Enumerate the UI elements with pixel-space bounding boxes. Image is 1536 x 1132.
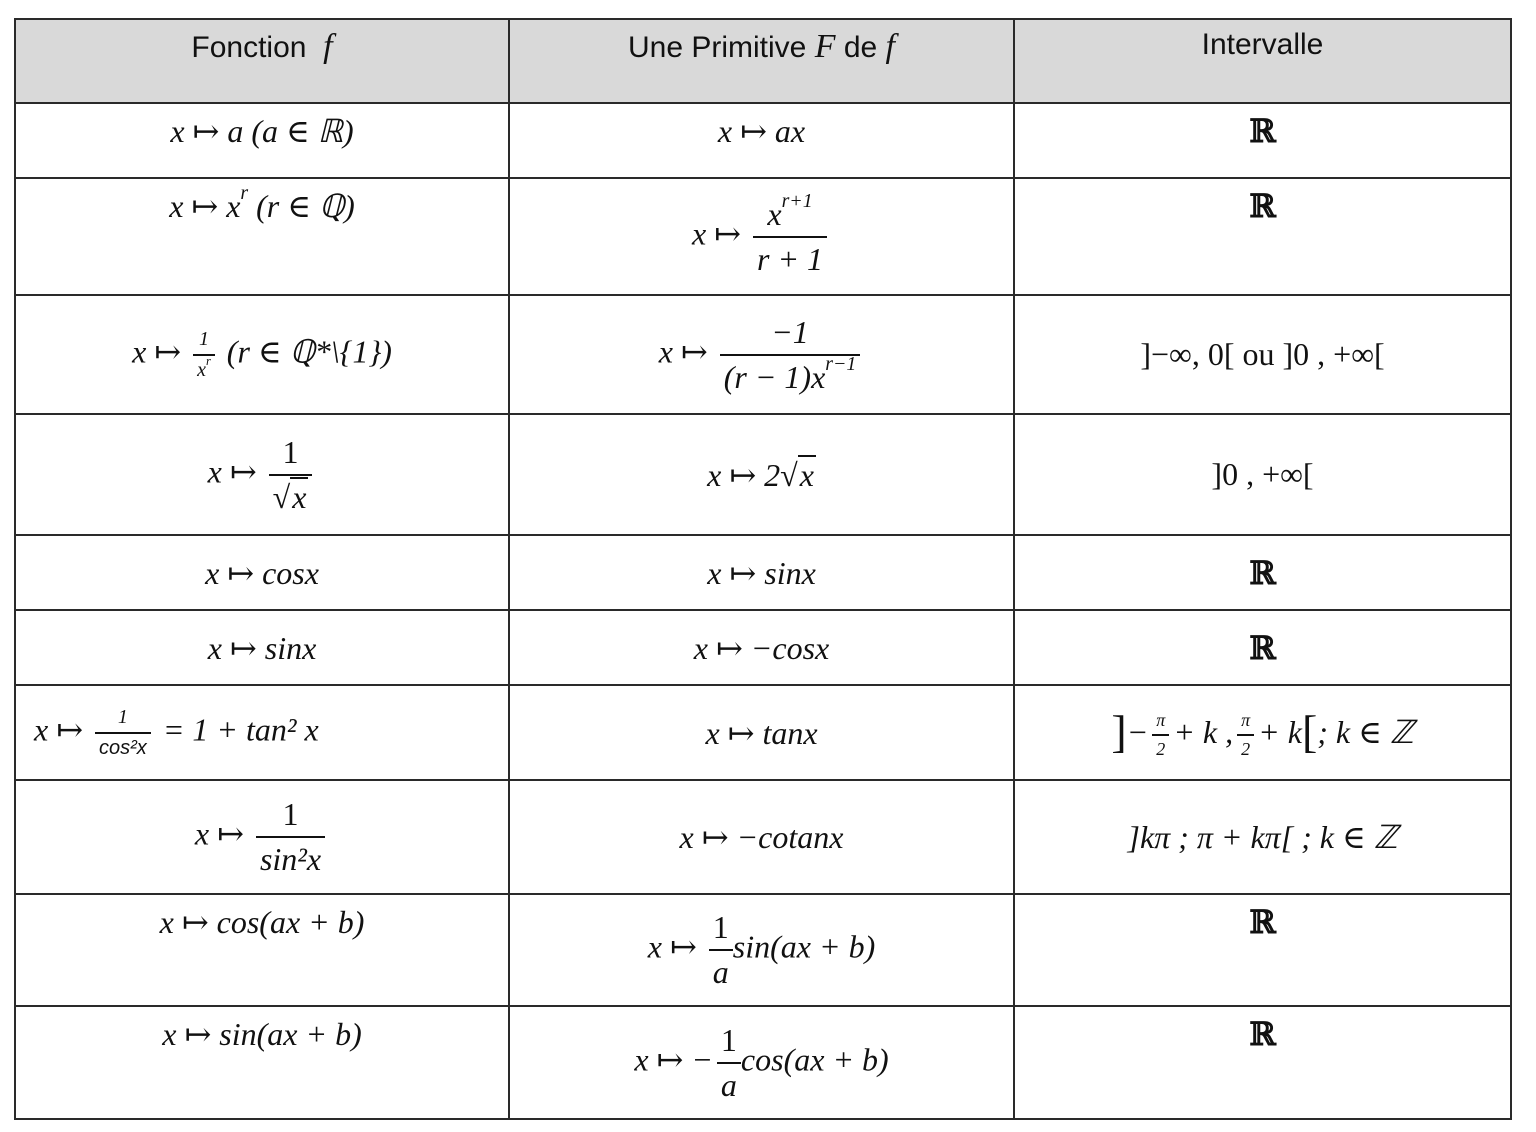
function-fraction bbox=[269, 434, 313, 516]
header-primitive-symbol: F bbox=[814, 28, 836, 65]
interval-cell: ℝ bbox=[1014, 535, 1511, 610]
primitive-tail: sin(ax + b) bbox=[732, 928, 876, 965]
mapsto-symbol: ↦ bbox=[669, 928, 697, 965]
var-x: x bbox=[634, 1040, 649, 1077]
interval-cell: ℝ bbox=[1014, 610, 1511, 685]
header-primitive-text: Une Primitive bbox=[627, 31, 807, 64]
fraction-denominator: sin²x bbox=[256, 836, 325, 878]
mapsto-symbol: ↦ bbox=[656, 1040, 684, 1077]
header-intervalle bbox=[1014, 19, 1511, 103]
minus-sign: − bbox=[1126, 713, 1149, 750]
fraction-denominator-exponent: r−1 bbox=[825, 352, 857, 375]
sqrt-icon: √x bbox=[272, 478, 307, 515]
fraction-denominator: cos²x bbox=[95, 732, 151, 760]
table-row bbox=[15, 178, 1511, 295]
open-bracket-icon: ] bbox=[1111, 705, 1127, 757]
fraction-numerator: −1 bbox=[771, 313, 809, 350]
fraction-numerator: 1 bbox=[117, 705, 128, 728]
primitives-table bbox=[14, 18, 1512, 1120]
primitive-cell: x ↦ ax bbox=[509, 103, 1014, 178]
interval-cell: ℝ bbox=[1014, 178, 1511, 295]
close-bracket-icon: [ bbox=[1301, 705, 1318, 757]
table-row bbox=[15, 1006, 1511, 1119]
fraction-numerator: 1 bbox=[712, 909, 729, 945]
interval-cell: ]kπ ; π + kπ[ ; k ∈ ℤ bbox=[1014, 780, 1511, 894]
var-x: x bbox=[34, 710, 49, 747]
pi-half-fraction bbox=[1152, 710, 1169, 760]
interval-cell: ]0 , +∞[ bbox=[1014, 414, 1511, 535]
pi-half-fraction bbox=[1237, 710, 1254, 760]
function-cell: x ↦ cos(ax + b) bbox=[15, 894, 509, 1006]
interval-cell bbox=[1014, 685, 1511, 780]
function-condition: (r ∈ ℚ) bbox=[248, 188, 355, 224]
mapsto-symbol: ↦ bbox=[56, 710, 84, 747]
fraction-numerator: 1 bbox=[282, 796, 299, 832]
fraction-denominator-exponent: r bbox=[205, 353, 211, 368]
function-cell bbox=[15, 685, 509, 780]
primitive-fraction bbox=[720, 314, 861, 396]
function-cell: x ↦ cosx bbox=[15, 535, 509, 610]
primitive-tail: cos(ax + b) bbox=[740, 1040, 889, 1077]
fraction-numerator-exponent: r+1 bbox=[781, 189, 813, 212]
fraction-numerator: π bbox=[1156, 710, 1166, 731]
header-fonction-text: Fonction bbox=[191, 31, 307, 64]
header-fonction-symbol: f bbox=[323, 28, 333, 65]
function-fraction bbox=[95, 706, 151, 760]
function-cell: x ↦ sinx bbox=[15, 610, 509, 685]
mapsto-symbol: ↦ bbox=[217, 815, 244, 852]
function-cell bbox=[15, 414, 509, 535]
primitive-cell bbox=[509, 178, 1014, 295]
function-cell: x ↦ sin(ax + b) bbox=[15, 1006, 509, 1119]
fraction-numerator: 1 bbox=[198, 327, 209, 350]
var-x: x bbox=[194, 815, 210, 852]
table-row bbox=[15, 685, 1511, 780]
sqrt-radicand: x bbox=[292, 478, 307, 515]
interval-cell: ]−∞, 0[ ou ]0 , +∞[ bbox=[1014, 295, 1511, 414]
fraction-denominator: 2 bbox=[1237, 734, 1254, 760]
function-exponent: r bbox=[240, 182, 249, 205]
fraction-numerator: 1 bbox=[720, 1021, 737, 1058]
header-intervalle-text: Intervalle bbox=[1201, 28, 1324, 61]
table-row bbox=[15, 610, 1511, 685]
primitive-prefix: x ↦ 2 bbox=[707, 456, 781, 493]
function-fraction bbox=[193, 328, 215, 382]
interval-end: + k bbox=[1258, 713, 1302, 750]
mapsto-symbol: ↦ bbox=[680, 332, 708, 369]
mapsto-symbol: ↦ bbox=[229, 452, 257, 489]
minus-sign: − bbox=[691, 1040, 713, 1077]
fraction-denominator-base: (r − 1)x bbox=[723, 358, 826, 395]
primitive-fraction bbox=[709, 909, 733, 991]
primitive-cell bbox=[509, 894, 1014, 1006]
header-primitive-symbol2: f bbox=[885, 28, 895, 65]
fraction-denominator-base: x bbox=[197, 358, 206, 381]
table-row bbox=[15, 295, 1511, 414]
function-base: x ↦ x bbox=[169, 188, 241, 224]
fraction-denominator: a bbox=[709, 949, 733, 991]
fraction-numerator-base: x bbox=[767, 195, 782, 232]
header-primitive bbox=[509, 19, 1014, 103]
var-x: x bbox=[691, 214, 707, 251]
primitive-cell: x ↦ tanx bbox=[509, 685, 1014, 780]
function-condition: (r ∈ ℚ*\{1}) bbox=[226, 332, 392, 369]
table-row bbox=[15, 535, 1511, 610]
primitive-fraction bbox=[717, 1022, 741, 1104]
var-x: x bbox=[647, 928, 662, 965]
mapsto-symbol: ↦ bbox=[154, 332, 182, 369]
var-x: x bbox=[132, 332, 147, 369]
interval-middle: + k , bbox=[1173, 713, 1234, 750]
fraction-numerator: 1 bbox=[282, 433, 299, 470]
primitive-fraction bbox=[753, 189, 827, 278]
function-identity: = 1 + tan² x bbox=[162, 710, 319, 747]
primitive-cell: x ↦ −cosx bbox=[509, 610, 1014, 685]
primitive-cell bbox=[509, 414, 1014, 535]
interval-cell: ℝ bbox=[1014, 103, 1511, 178]
table-header-row bbox=[15, 19, 1511, 103]
fraction-numerator: π bbox=[1241, 710, 1251, 731]
function-fraction bbox=[256, 796, 325, 878]
table-row bbox=[15, 103, 1511, 178]
primitive-cell: x ↦ sinx bbox=[509, 535, 1014, 610]
header-fonction bbox=[15, 19, 509, 103]
mapsto-symbol: ↦ bbox=[714, 214, 741, 251]
function-cell: x ↦ a (a ∈ ℝ) bbox=[15, 103, 509, 178]
sqrt-radicand: x bbox=[799, 456, 814, 493]
primitive-cell bbox=[509, 295, 1014, 414]
primitive-cell bbox=[509, 1006, 1014, 1119]
function-cell bbox=[15, 780, 509, 894]
interval-cell: ℝ bbox=[1014, 1006, 1511, 1119]
header-primitive-de: de bbox=[843, 31, 878, 64]
fraction-denominator: r + 1 bbox=[753, 236, 827, 278]
interval-condition: ; k ∈ ℤ bbox=[1317, 713, 1414, 750]
fraction-denominator: 2 bbox=[1152, 734, 1169, 760]
function-cell bbox=[15, 178, 509, 295]
fraction-denominator: a bbox=[717, 1062, 741, 1104]
table-row bbox=[15, 780, 1511, 894]
primitive-cell: x ↦ −cotanx bbox=[509, 780, 1014, 894]
interval-cell: ℝ bbox=[1014, 894, 1511, 1006]
table-row bbox=[15, 414, 1511, 535]
var-x: x bbox=[207, 452, 222, 489]
function-cell bbox=[15, 295, 509, 414]
var-x: x bbox=[658, 332, 673, 369]
table-row bbox=[15, 894, 1511, 1006]
sqrt-icon: √x bbox=[780, 456, 814, 493]
